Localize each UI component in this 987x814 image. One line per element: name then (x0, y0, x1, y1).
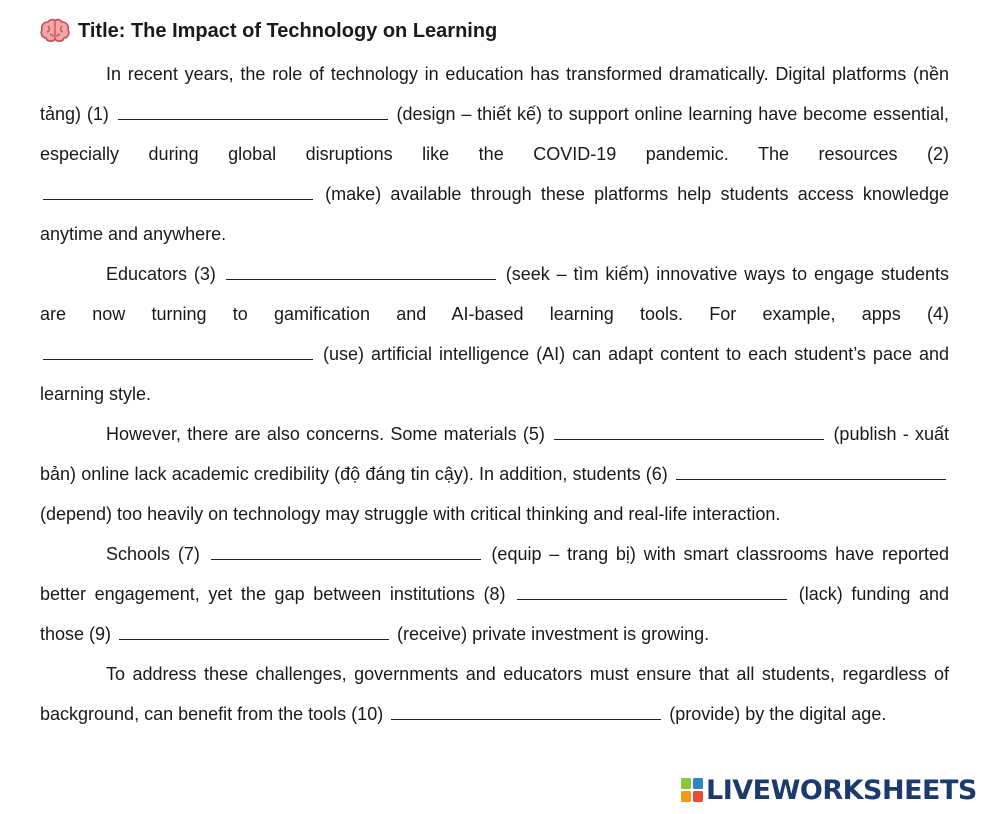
text-segment: In recent years, the role of technology in education has transformed dramatically. Digital platforms (nền tảng) (1) (40, 64, 949, 124)
brain-icon (40, 18, 70, 44)
paragraph-4 (40, 534, 949, 654)
paragraph-3 (40, 414, 949, 534)
title-row (40, 14, 949, 48)
text-segment: (use) artificial intelligence (AI) can adapt content to each student’s pace and learning style. (40, 344, 949, 404)
answer-blank-2[interactable] (43, 181, 313, 200)
paragraph-2 (40, 254, 949, 414)
text-segment: Schools (7) (106, 544, 208, 564)
text-segment: (design – thiết kế) to support online learning have become essential, especially during global disruptions like the COVID-19 pandemic. The resources (2) (40, 104, 949, 164)
answer-blank-4[interactable] (43, 341, 313, 360)
answer-blank-5[interactable] (554, 421, 824, 440)
answer-blank-6[interactable] (676, 461, 946, 480)
text-segment: (provide) by the digital age. (664, 704, 887, 724)
liveworksheets-logo-mark-icon (681, 778, 703, 802)
text-segment: (equip – trang bị) with smart classrooms have reported better engagement, yet the gap between institutions (8) (40, 544, 949, 604)
text-segment: (make) available through these platforms help students access knowledge anytime and anywhere. (40, 184, 949, 244)
answer-blank-8[interactable] (517, 581, 787, 600)
answer-blank-7[interactable] (211, 541, 481, 560)
answer-blank-3[interactable] (226, 261, 496, 280)
text-segment: (seek – tìm kiếm) innovative ways to engage students are now turning to gamification and AI-based learning tools. For example, apps (4) (40, 264, 950, 324)
logo-text: LIVEWORKSHEETS (706, 774, 977, 806)
worksheet-page (40, 14, 949, 734)
answer-blank-9[interactable] (119, 621, 389, 640)
text-segment: (depend) too heavily on technology may struggle with critical thinking and real-life interaction. (40, 504, 781, 524)
answer-blank-1[interactable] (118, 101, 388, 120)
liveworksheets-logo (681, 774, 977, 806)
paragraph-1 (40, 54, 949, 254)
text-segment: (receive) private investment is growing. (392, 624, 710, 644)
answer-blank-10[interactable] (391, 701, 661, 720)
text-segment: However, there are also concerns. Some materials (5) (106, 424, 552, 444)
page-title: Title: The Impact of Technology on Learning (78, 19, 498, 42)
text-segment: (lack) funding and those (9) (40, 584, 950, 644)
text-segment: (publish - xuất bản) online lack academic credibility (độ đáng tin cậy). In addition, students (6) (40, 424, 949, 484)
text-segment: To address these challenges, governments and educators must ensure that all students, regardless of background, can benefit from the tools (10) (40, 664, 949, 724)
text-segment: Educators (3) (106, 264, 223, 284)
paragraph-5 (40, 654, 949, 734)
